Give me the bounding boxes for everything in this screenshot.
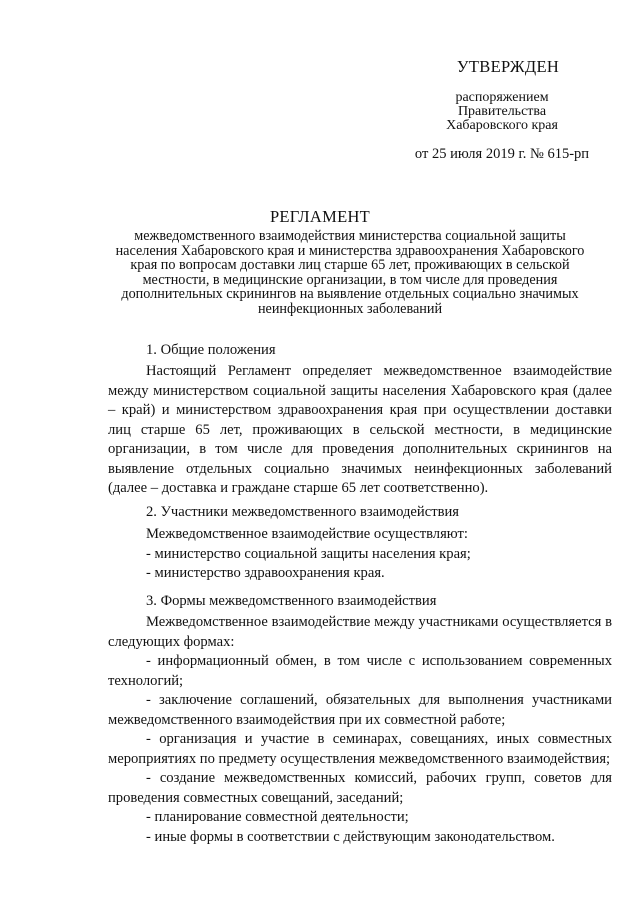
- section-1-body: [108, 362, 612, 499]
- section-3-item: - заключение соглашений, обязательных для выполнения участниками межведомственного взаимодействия при их совместной работе;: [108, 692, 612, 728]
- section-3-item: - иные формы в соответствии с действующим законодательством.: [146, 828, 555, 845]
- approval-line-1: распоряжением: [455, 90, 549, 105]
- document-title: РЕГЛАМЕНТ: [269, 207, 371, 226]
- section-3-intro: Межведомственное взаимодействие между участниками осуществляется в следующих формах:: [108, 614, 612, 650]
- document-subtitle: межведомственного взаимодействия министерства социальной защиты населения Хабаровского края и министерства здравоохранения Хабаровского края по вопросам доставки лиц старше 65 лет, проживающих в сельской местности, в медицинские организации, в том числе для проведения дополнительных скринингов на выявление отдельных социально значимых неинфекционных заболеваний: [115, 228, 585, 317]
- section-2-intro: Межведомственное взаимодействие осуществляют:: [146, 526, 468, 542]
- approval-line-2: Правительства: [457, 104, 547, 119]
- section-2-heading: 2. Участники межведомственного взаимодействия: [146, 504, 459, 520]
- section-2-item: - министерство социальной защиты населения края;: [146, 545, 471, 562]
- approval-date: от 25 июля 2019 г. № 615-рп: [414, 146, 590, 162]
- section-2-body: [108, 525, 612, 584]
- section-3-item: - информационный обмен, в том числе с использованием современных технологий;: [108, 653, 612, 689]
- section-1-paragraph: Настоящий Регламент определяет межведомственное взаимодействие между министерством социальной защиты населения Хабаровского края (далее – край) и министерством здравоохранения края при осуществлении доставки лиц старше 65 лет, проживающих в сельской местности, в медицинские организации, в том числе для проведения дополнительных скринингов на выявление отдельных социально значимых неинфекционных заболеваний (далее – доставка и граждане старше 65 лет соответственно).: [108, 363, 612, 496]
- section-3-item: - планирование совместной деятельности;: [146, 809, 409, 825]
- section-3-body: [108, 613, 612, 847]
- section-3-item: - создание межведомственных комиссий, рабочих групп, советов для проведения совместных совещаний, заседаний;: [108, 770, 612, 806]
- section-2-item: - министерство здравоохранения края.: [146, 565, 385, 581]
- approval-line-3: Хабаровского края: [446, 118, 558, 133]
- section-1-heading: 1. Общие положения: [146, 342, 276, 358]
- section-3-item: - организация и участие в семинарах, совещаниях, иных совместных мероприятиях по предмету осуществления межведомственного взаимодействия;: [108, 731, 612, 767]
- section-3-heading: 3. Формы межведомственного взаимодействия: [146, 593, 437, 609]
- approval-title: УТВЕРЖДЕН: [456, 57, 560, 76]
- approval-block: [392, 57, 612, 163]
